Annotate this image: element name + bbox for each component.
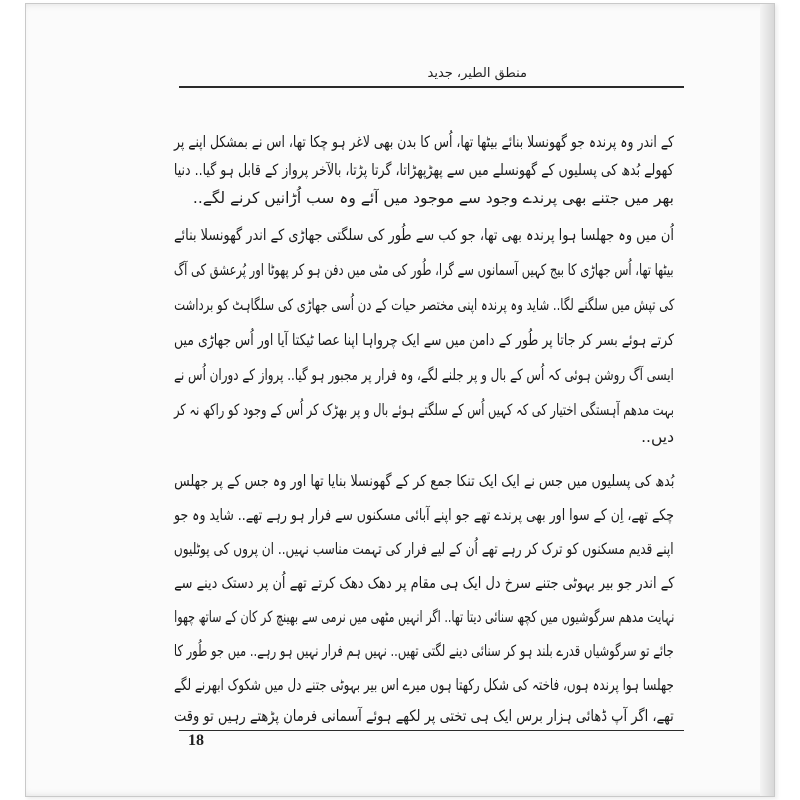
text-line: بھر میں جتنے بھی پرندے وجود سے موجود میں آئے وہ سب اُڑانیں کرنے لگے.. (192, 189, 674, 207)
page-edge-shadow (760, 4, 774, 796)
text-line: اپنے قدیم مسکنوں کو ترک کر رہے تھے اُن کے لیے فرار کی تہمت مناسب نہیں.. ان پروں کی پوٹلیوں (174, 540, 674, 558)
text-line: جائے تو سرگوشیاں قدرے بلند ہو کر سنائی دینے لگتی تھیں.. نہیں ہم فرار نہیں ہو رہے.. میں جو طُور کا (174, 642, 674, 660)
text-line: کے اندر جو بیر بہوٹی جتنے سرخ دل ایک ہی مقام پر دھک دھک کرتے تھے اُن پر دستک دینے سے (173, 574, 674, 592)
text-line: نہایت مدھم سرگوشیوں میں کچھ سنائی دیتا تھا.. اگر انہیں مٹھی میں نرمی سے بھینچ کر کان کے ساتھ چھوا (173, 608, 674, 626)
text-line: بہت مدھم آہستگی اختیار کی کہ کہیں اُس کے سلگتے ہوئے بال و پر بھڑک کر اُس کے وجود کو راکھ نہ کر (174, 401, 674, 419)
text-line: تھے، اگر آپ ڈھائی ہزار برس ایک ہی تختی پر لکھے ہوئے آسمانی فرمان پڑھتے رہیں تو وقت (174, 707, 674, 725)
page-number: 18 (188, 732, 204, 749)
text-line: جھلسا ہوا پرندہ ہوں، فاختہ کی شکل رکھتا ہوں میرے اس بیر بہوٹی جتنے دل میں شکوک ابھرنے لگے (174, 676, 674, 694)
text-line: کھولے بُدھ کی پسلیوں کے گھونسلے میں سے پھڑپھڑاتا، گرتا پڑتا، بالآخر پرواز کے قابل ہو گیا.. دنیا (174, 161, 674, 179)
text-line: کی تپش میں سلگنے لگا.. شاید وہ پرندہ اپنی مختصر حیات کے دن اُسی جھاڑی کی سلگاہٹ کو برداشت (173, 296, 674, 314)
text-line: کے اندر وہ پرندہ جو گھونسلا بنائے بیٹھا تھا، اُس کا بدن بھی لاغر ہو چکا تھا، اس نے بمشکل اپنے پر (174, 133, 674, 151)
running-header: منطق الطیر، جدید (427, 66, 527, 81)
text-line: بیٹھا تھا، اُس جھاڑی کا بیج کہیں آسمانوں سے گرا، طُور کی مٹی میں دفن ہو کر پھوٹا اور پُرعشق کی آگ (174, 261, 674, 279)
text-line: اُن میں وہ جھلسا ہوا پرندہ بھی تھا، جو کب سے طُور کی سلگتی جھاڑی کے اندر گھونسلا بنائے (174, 226, 674, 244)
text-line: ایسی آگ روشن ہوئی کہ اُس کے بال و پر جلنے لگے، وہ فرار پر مجبور ہو گیا.. پرواز کے دوران اُس نے (174, 366, 674, 384)
text-line: چکے تھے، اِن کے سوا اور بھی پرندے تھے جو اپنے آبائی مسکنوں سے فرار ہو رہے تھے.. شاید وہ جو (174, 506, 674, 524)
header-rule (179, 86, 684, 88)
text-line: دیں.. (641, 428, 674, 446)
book-page (25, 3, 775, 797)
text-line: بُدھ کی پسلیوں میں جس نے ایک ایک تنکا جمع کر کے گھونسلا بنایا تھا اور وہ جس کے پر جھلس (173, 472, 674, 490)
text-line: کرتے ہوئے بسر کر جاتا پر طُور کے دامن میں سے ایک چرواہا اپنا عصا ٹیکتا آیا اور اُس جھاڑی میں (174, 331, 674, 349)
footer-rule (179, 730, 684, 731)
